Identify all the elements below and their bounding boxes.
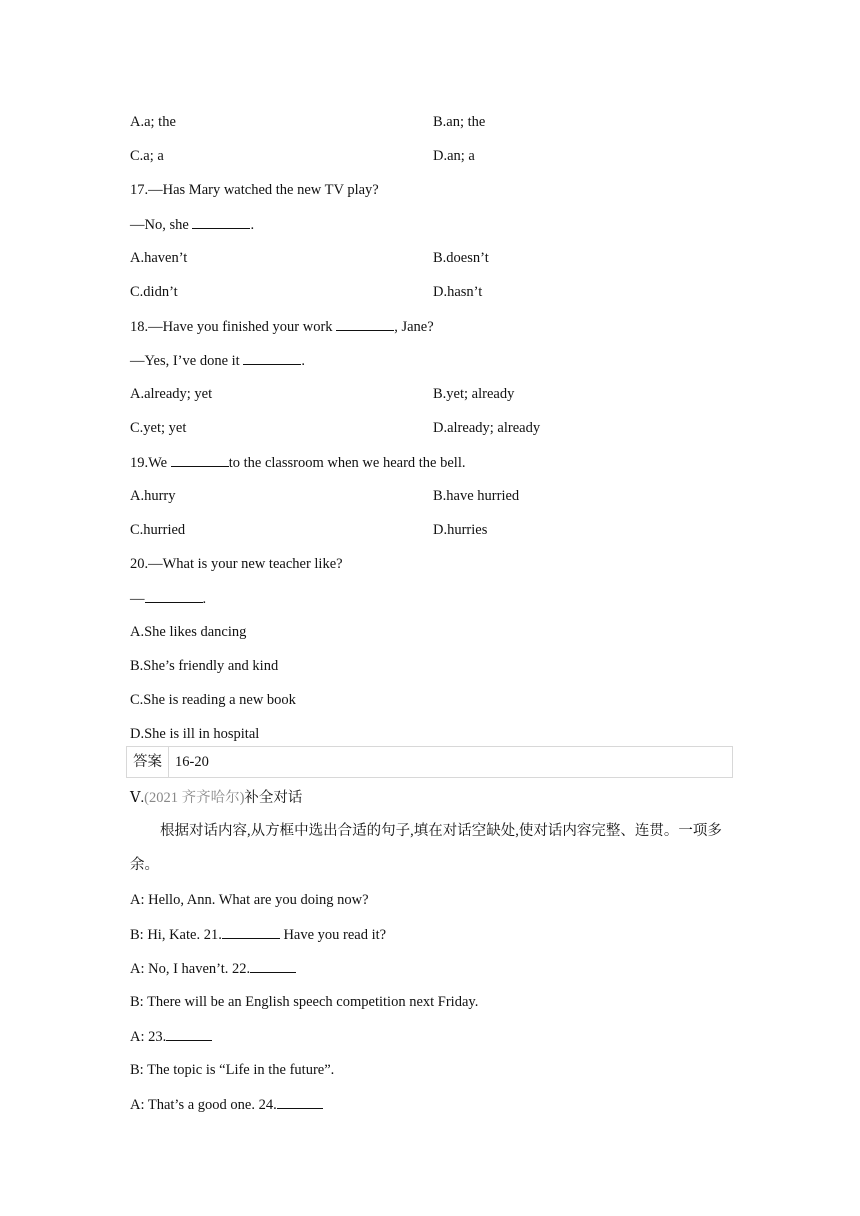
section-5-title: 补全对话: [244, 790, 303, 806]
q16-option-b: B.an; the: [433, 114, 486, 130]
dialogue-line-3-prefix: A: No, I haven’t. 22.: [130, 961, 251, 977]
q20-reply: [130, 588, 206, 609]
q17-stem: 17.—Has Mary watched the new TV play?: [130, 182, 379, 198]
answer-table: [126, 746, 733, 778]
q18-stem-prefix: 18.—Have you finished your work: [130, 319, 337, 335]
dialogue-line-6: B: The topic is “Life in the future”.: [130, 1062, 335, 1078]
q17-option-a: A.haven’t: [130, 250, 188, 266]
dialogue-blank-23: [166, 1026, 212, 1041]
q18-blank-2: [243, 350, 301, 365]
q20-option-d: D.She is ill in hospital: [130, 726, 260, 742]
answer-value: 16-20: [175, 754, 209, 770]
q18-option-b: B.yet; already: [433, 386, 515, 402]
dialogue-line-4: B: There will be an English speech competition next Friday.: [130, 994, 479, 1010]
q17-blank: [192, 214, 250, 229]
dialogue-line-5-prefix: A: 23.: [130, 1029, 167, 1045]
q19-stem-suffix: to the classroom when we heard the bell.: [228, 455, 466, 471]
q18-reply: [130, 350, 305, 371]
section-5-source: (2021 齐齐哈尔): [144, 790, 245, 806]
q18-blank-1: [336, 316, 394, 331]
q19-option-a: A.hurry: [130, 488, 176, 504]
q16-option-d: D.an; a: [433, 148, 475, 164]
answer-label: 答案: [127, 747, 169, 777]
q19-stem-prefix: 19.We: [130, 455, 171, 471]
dialogue-line-2-suffix: Have you read it?: [279, 927, 387, 943]
dialogue-line-1: A: Hello, Ann. What are you doing now?: [130, 892, 369, 908]
q20-option-c: C.She is reading a new book: [130, 692, 296, 708]
section-5-instruction: 根据对话内容,从方框中选出合适的句子,填在对话空缺处,使对话内容完整、连贯。一项多余。: [130, 823, 722, 873]
q20-stem: 20.—What is your new teacher like?: [130, 556, 343, 572]
q17-reply-suffix: .: [250, 217, 255, 233]
section-5-heading: [130, 788, 302, 808]
q18-option-d: D.already; already: [433, 420, 541, 436]
dialogue-blank-22: [250, 958, 296, 973]
q17-reply: [130, 214, 254, 235]
section-5-numeral: Ⅴ.: [130, 790, 145, 806]
dialogue-line-2: [130, 924, 386, 945]
q18-option-a: A.already; yet: [130, 386, 213, 402]
q19-option-b: B.have hurried: [433, 488, 520, 504]
q17-reply-prefix: —No, she: [130, 217, 193, 233]
q18-stem-suffix: , Jane?: [394, 319, 434, 335]
q18-option-c: C.yet; yet: [130, 420, 187, 436]
q19-option-c: C.hurried: [130, 522, 186, 538]
dialogue-blank-21: [222, 924, 280, 939]
q20-reply-prefix: —: [130, 591, 145, 607]
dialogue-line-2-prefix: B: Hi, Kate. 21.: [130, 927, 222, 943]
q18-stem: [130, 316, 434, 337]
q19-stem: [130, 452, 465, 473]
dialogue-blank-24: [277, 1094, 323, 1109]
q19-blank: [171, 452, 229, 467]
q20-reply-suffix: .: [202, 591, 207, 607]
dialogue-line-3: [130, 958, 296, 979]
dialogue-line-7: [130, 1094, 323, 1115]
q17-option-c: C.didn’t: [130, 284, 178, 300]
dialogue-line-7-prefix: A: That’s a good one. 24.: [130, 1097, 277, 1113]
dialogue-line-5: [130, 1026, 212, 1047]
q18-reply-suffix: .: [301, 353, 305, 369]
q20-blank: [145, 588, 203, 603]
q16-option-c: C.a; a: [130, 148, 164, 164]
q17-option-d: D.hasn’t: [433, 284, 483, 300]
q16-option-a: A.a; the: [130, 114, 176, 130]
q17-option-b: B.doesn’t: [433, 250, 489, 266]
q18-reply-prefix: —Yes, I’ve done it: [130, 353, 244, 369]
q20-option-a: A.She likes dancing: [130, 624, 247, 640]
q19-option-d: D.hurries: [433, 522, 488, 538]
q20-option-b: B.She’s friendly and kind: [130, 658, 279, 674]
